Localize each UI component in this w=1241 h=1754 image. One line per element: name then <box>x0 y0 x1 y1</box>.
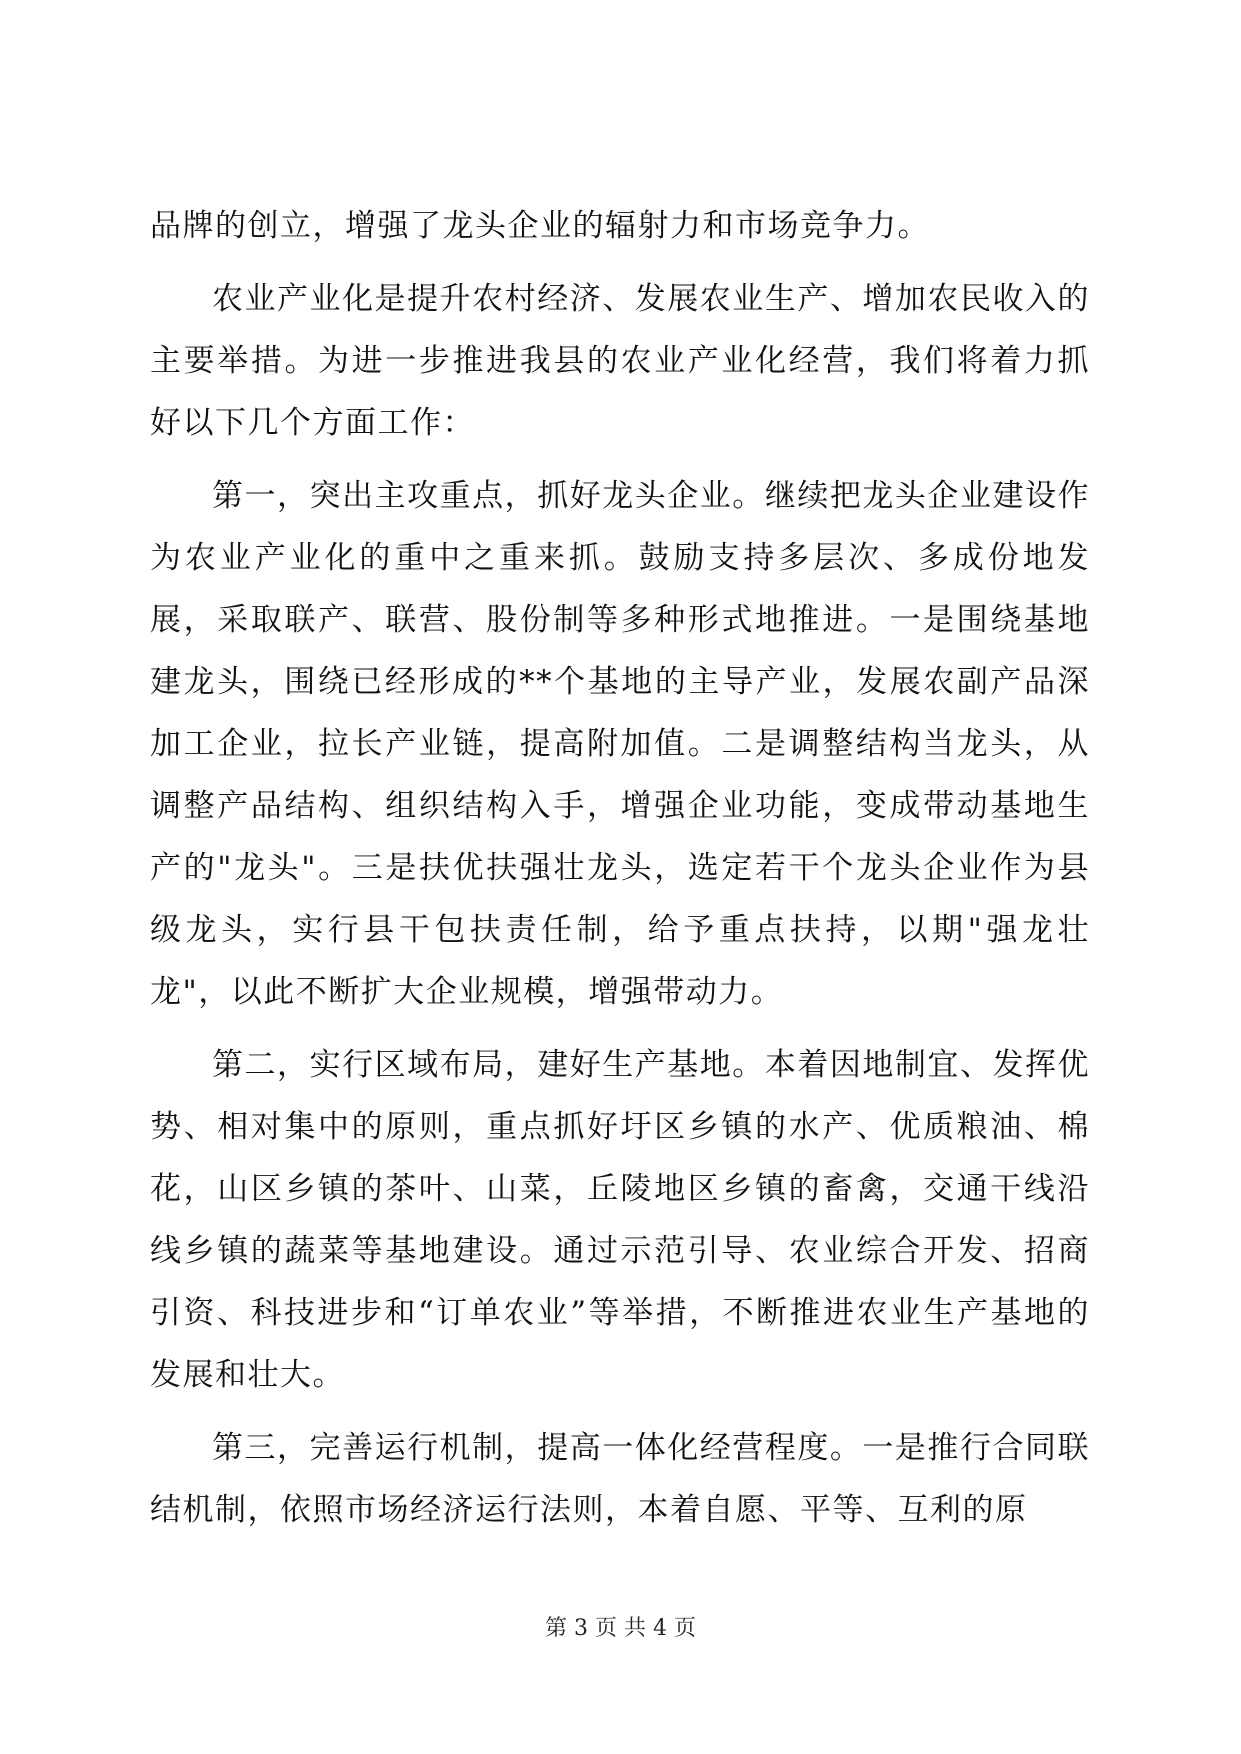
page-footer <box>0 1614 1241 1644</box>
document-body <box>150 195 1090 1552</box>
paragraph-continuation: 品牌的创立，增强了龙头企业的辐射力和市场竞争力。 <box>150 208 930 244</box>
paragraph-second-point: 第二，实行区域布局，建好生产基地。本着因地制宜、发挥优势、相对集中的原则，重点抓好圩区乡镇的水产、优质粮油、棉花，山区乡镇的茶叶、山菜，丘陵地区乡镇的畜禽，交通干线沿线乡镇的蔬菜等基地建设。通过示范引导、农业综合开发、招商引资、科技进步和“订单农业”等举措，不断推进农业生产基地的发展和壮大。 <box>150 1047 1090 1393</box>
paragraph-first-point: 第一，突出主攻重点，抓好龙头企业。继续把龙头企业建设作为农业产业化的重中之重来抓。鼓励支持多层次、多成份地发展，采取联产、联营、股份制等多种形式地推进。一是围绕基地建龙头，围绕已经形成的**个基地的主导产业，发展农副产品深加工企业，拉长产业链，提高附加值。二是调整结构当龙头，从调整产品结构、组织结构入手，增强企业功能，变成带动基地生产的"龙头"。三是扶优扶强壮龙头，选定若干个龙头企业作为县级龙头，实行县干包扶责任制，给予重点扶持，以期"强龙壮龙"，以此不断扩大企业规模，增强带动力。 <box>150 478 1090 1010</box>
page-number: 第 3 页 共 4 页 <box>545 1616 696 1641</box>
paragraph-intro: 农业产业化是提升农村经济、发展农业生产、增加农民收入的主要举措。为进一步推进我县的农业产业化经营，我们将着力抓好以下几个方面工作： <box>150 281 1090 441</box>
paragraph-third-point: 第三，完善运行机制，提高一体化经营程度。一是推行合同联结机制，依照市场经济运行法则，本着自愿、平等、互利的原 <box>150 1430 1090 1528</box>
